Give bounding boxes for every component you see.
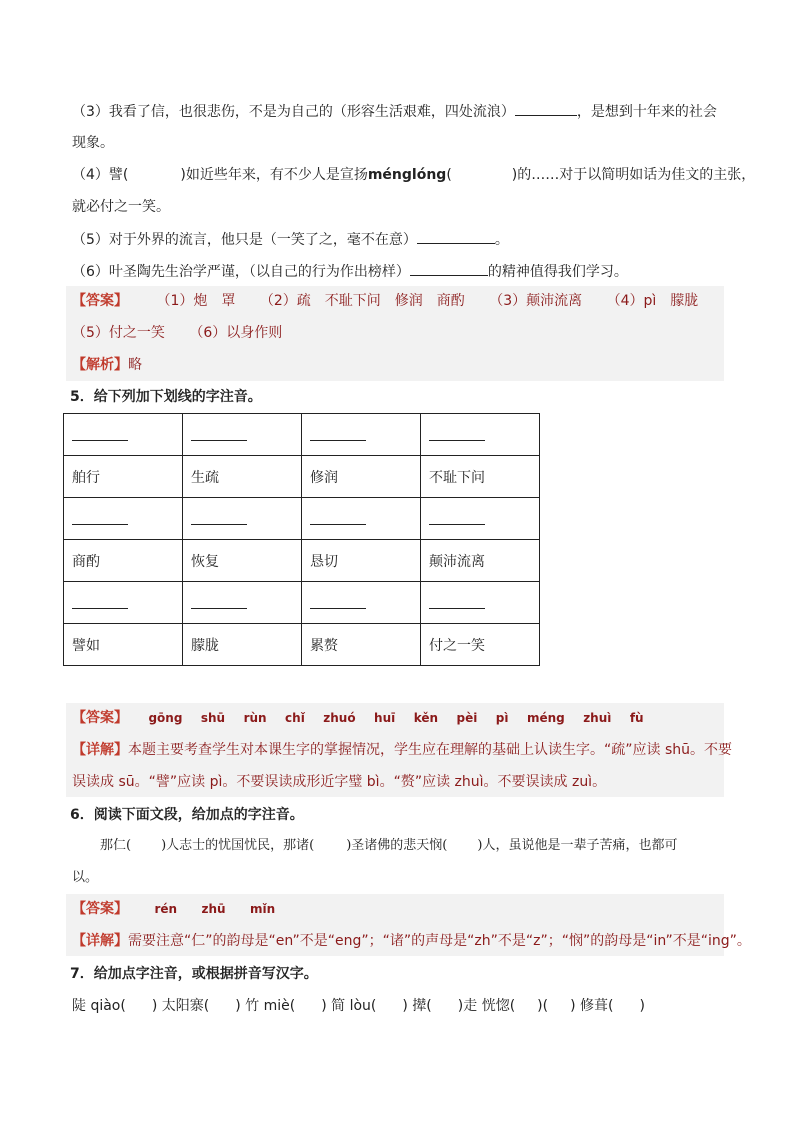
table-cell-blank[interactable] [421,498,540,540]
table-cell: 舶行 [64,456,183,498]
table-cell: 朦胧 [183,624,302,666]
detail-text: 需要注意“仁”的韵母是“en”不是“eng”；“诸”的声母是“zh”不是“z”；“悯”的韵母是“in”不是“ing”。 [128,933,751,949]
table-cell-blank[interactable] [64,414,183,456]
answer-pinyin: shū [200,711,226,725]
passage-text: )人，虽说他是一辈子苦痛，也都可 [477,838,678,853]
answer-item: （2）疏 不耻下问 修润 商酌 [259,293,465,309]
question-6-sentence [72,261,628,282]
q7-text: 简 lòu( [331,998,377,1014]
answer-pinyin: fù [629,711,644,725]
answer-pinyin: kěn [413,711,439,725]
answer-pinyin: méng [526,711,565,725]
answer-line-2 [72,323,302,343]
answer-blank[interactable] [410,261,488,276]
answer-item: （6）以身作则 [189,325,283,341]
question-3-text: （3）我看了信，也很悲伤，不是为自己的（形容生活艰难，四处流浪） [72,104,515,120]
question-5-text: （5）对于外界的流言，他只是（一笑了之，毫不在意） [72,232,417,248]
question-4-text-end: 就必付之一笑。 [72,199,170,215]
detail-line-1 [72,740,732,760]
table-cell-blank[interactable] [183,498,302,540]
table-cell: 譬如 [64,624,183,666]
table-cell-blank[interactable] [183,582,302,624]
answer-line [72,899,289,919]
table-cell: 恳切 [302,540,421,582]
q7-text: 太阳寨( [161,998,210,1014]
q7-text: ) [151,998,158,1014]
passage-text: 以。 [72,870,99,885]
question-6-text: （6）叶圣陶先生治学严谨，（以自己的行为作出榜样） [72,264,410,280]
answer-item: （3）颠沛流离 [489,293,583,309]
pinyin-menglong: ménglóng [367,167,447,183]
answer-pinyin: pì [495,711,509,725]
answer-pinyin: chǐ [285,711,305,725]
question-7-line [72,996,645,1016]
table-cell-blank[interactable] [421,414,540,456]
answer-pinyin: mǐn [250,902,276,916]
passage-text: )人志士的忧国忧民，那诸( [161,838,315,853]
answer-pinyin: zhuó [323,711,356,725]
answer-tag: 【答案】 [72,710,128,726]
table-cell-blank[interactable] [64,582,183,624]
table-row [64,456,540,498]
answer-pinyin: rén [154,902,178,916]
table-row [64,624,540,666]
question-4-line [72,165,755,185]
question-4-text-3: )的……对于以简明如话为佳文的主张， [511,167,756,183]
q7-text: ) [639,998,645,1014]
table-cell: 商酌 [64,540,183,582]
question-4-paren-open: ( [446,167,452,183]
table-cell: 不耻下问 [421,456,540,498]
question-3-text-end: 现象。 [72,135,114,151]
answer-pinyin: huī [374,711,396,725]
q7-text: ) [235,998,241,1014]
question-6-text-end: 的精神值得我们学习。 [487,264,628,280]
question-5-period: 。 [494,232,509,248]
q7-text: 陡 qiào( [72,998,126,1014]
answer-tag: 【答案】 [72,293,128,309]
table-row [64,540,540,582]
answer-pinyin: zhū [201,902,226,916]
question-4-text: （4）譬( [72,167,129,183]
q7-text: 恍惚( [481,998,516,1014]
passage-text: 那仁( [100,838,132,853]
table-cell-blank[interactable] [302,414,421,456]
answer-tag: 【答案】 [72,901,128,917]
question-5-title: 5．给下列加下划线的字注音。 [70,389,262,405]
table-cell-blank[interactable] [302,498,421,540]
q7-text: )走 [457,998,478,1014]
table-cell: 恢复 [183,540,302,582]
q7-text: ) [570,998,576,1014]
table-cell-blank[interactable] [183,414,302,456]
table-cell: 累赘 [302,624,421,666]
analysis-text: 略 [128,357,142,373]
table-cell-blank[interactable] [421,582,540,624]
answer-pinyin: zhuì [583,711,612,725]
question-5-sentence [72,229,509,250]
detail-text: 误读成 sū。“譬”应读 pì。不要误读成形近字璧 bì。“赘”应读 zhuì。不要误读成 zuì。 [72,774,607,790]
answer-item: （1）炮 罩 [156,293,236,309]
detail-text: 本题主要考查学生对本课生字的掌握情况，学生应在理解的基础上认读生字。“疏”应读 shū。不要 [128,742,732,758]
passage-text: )圣诸佛的悲天悯( [346,838,448,853]
table-cell: 修润 [302,456,421,498]
table-cell: 颠沛流离 [421,540,540,582]
table-cell-blank[interactable] [302,582,421,624]
answer-blank[interactable] [417,229,495,244]
table-cell-blank[interactable] [64,498,183,540]
answer-line-1 [72,291,718,311]
question-6-title: 6．阅读下面文段，给加点的字注音。 [70,807,304,823]
answer-pinyin: pèi [456,711,478,725]
table-row [64,498,540,540]
analysis-tag: 【解析】 [72,357,128,373]
answer-pinyin: rùn [243,711,267,725]
answer-item: （5）付之一笑 [72,325,165,341]
question-3-line-2 [72,133,114,153]
table-cell: 生疏 [183,456,302,498]
q7-text: 撵( [412,998,432,1014]
question-3-text-cont: ，是想到十年来的社会 [576,104,717,120]
answer-line [72,708,658,728]
table-row [64,414,540,456]
question-4-line-2 [72,197,170,217]
analysis-line [72,355,142,375]
answer-pinyin: gōng [148,711,183,725]
question-4-text-2: )如近些年来，有不少人是宣扬 [180,167,368,183]
detail-tag: 【详解】 [72,933,128,949]
detail-line-2 [72,772,606,792]
answer-item: （4）pì 朦胧 [606,293,699,309]
q7-text: 修葺( [580,998,614,1014]
q7-text: ) [321,998,327,1014]
q7-text: )( [537,998,549,1014]
detail-tag: 【详解】 [72,742,128,758]
answer-blank[interactable] [515,101,577,116]
question-7-title: 7．给加点字注音，或根据拼音写汉字。 [70,966,318,982]
table-row [64,582,540,624]
question-6-passage-2 [72,868,98,888]
q7-text: 竹 miè( [245,998,296,1014]
detail-line [72,931,751,951]
q7-text: ) [402,998,408,1014]
table-cell: 付之一笑 [421,624,540,666]
question-3-line [72,101,717,122]
question-6-passage [100,836,677,856]
pinyin-table [63,413,540,666]
